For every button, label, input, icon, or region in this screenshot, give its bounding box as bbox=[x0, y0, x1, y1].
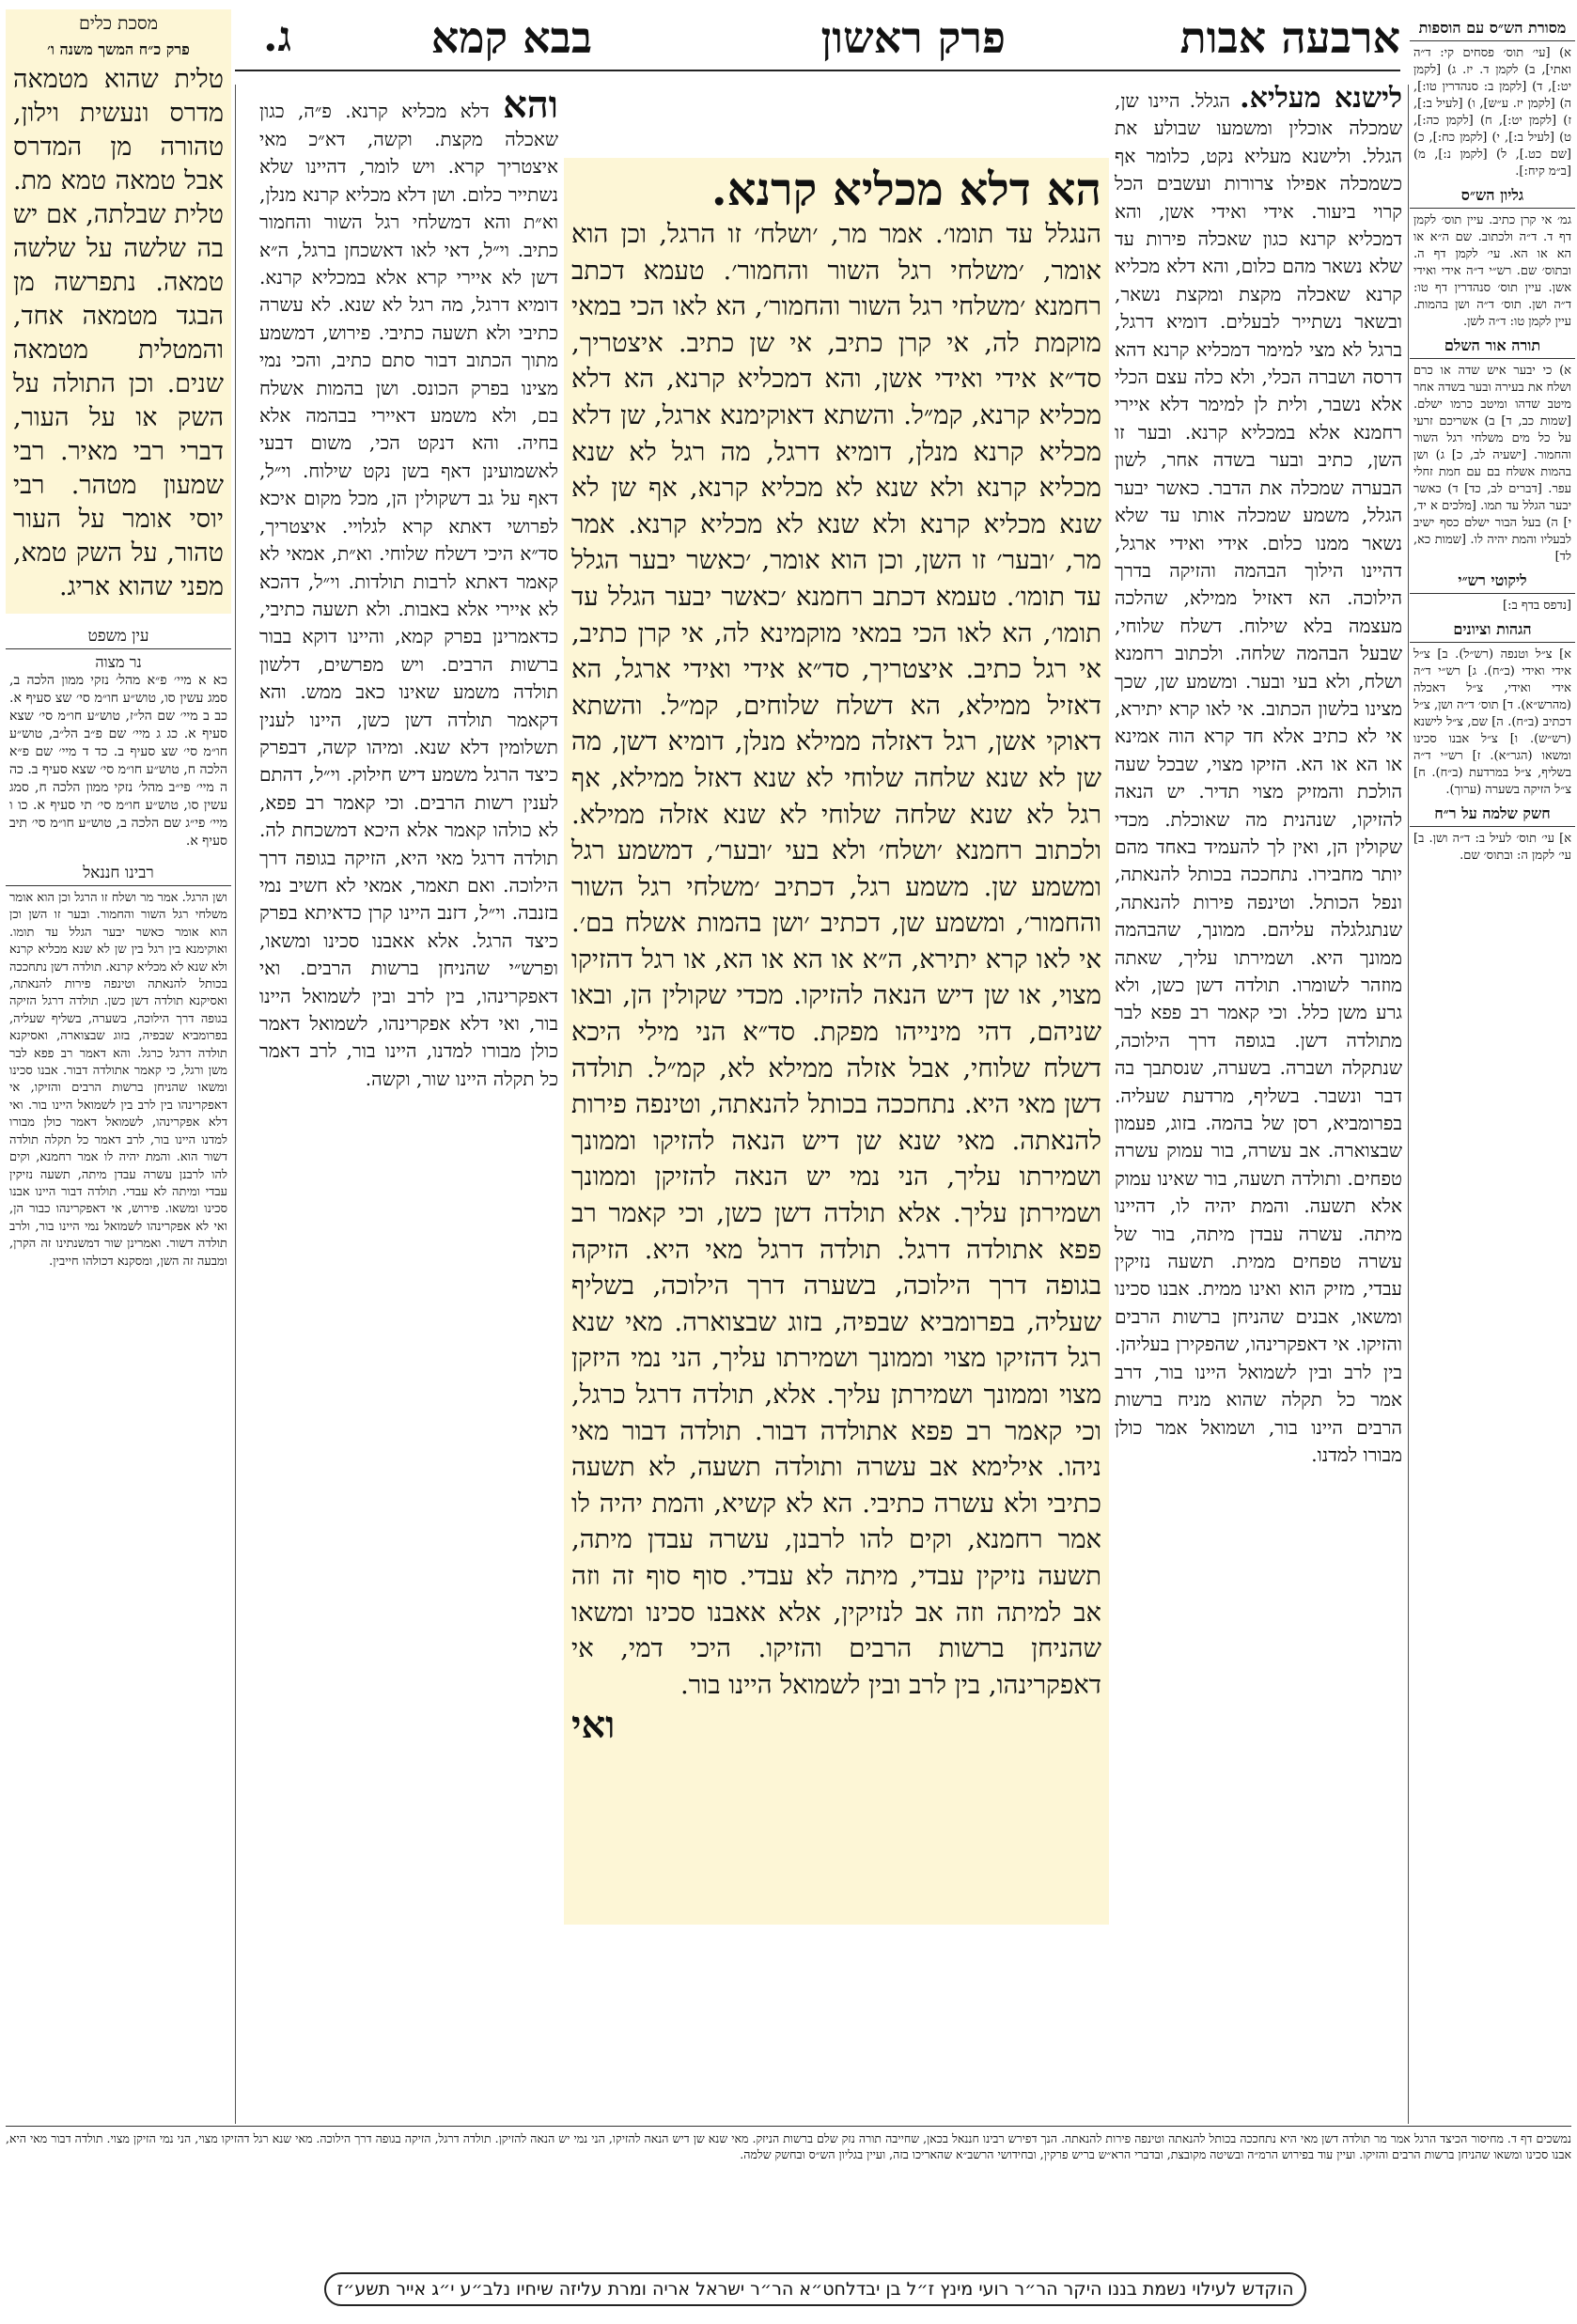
mishnah-title: מסכת כלים bbox=[79, 13, 158, 34]
hagahot-title: הגהות וציונים bbox=[1410, 620, 1575, 643]
rashi-text: הגלל. היינו שן, שמכלה אוכלין ומשמעו שבולע את הגלל. ולישנא מעליא נקט, כלומר אף כשמכלה אפילו צרורות ועשבים הכל קרוי ביעור. אידי ואידי אשן, והא דמכליא קרנא כגון שאכלה פירות עד שלא נשאר מהם כלום, והא דלא מכליא קרנא שאכלה מקצת ומקצת נשאר, ובשאר נשתייר לבעלים. דומיא דרגל, ברגל לא מצי למימר דמכליא קרנא דהא דרסה ושברה הכלי, ולא כלה עצם הכלי אלא נשבר, ולית לן למימר דלא איירי רחמנא אלא במכליא קרנא. ובער זו השן, כתיב ובער בשדה אחר, לשון הבערה שמכלה את הדבר. כאשר יבער הגלל, משמע שמכלה אותו עד שלא נשאר ממנו כלום. אידי ואידי ארגל, דהיינו הילוך הבהמה והזיקה בדרך הילוכה. הא דאזיל ממילא, שהלכה מעצמה בלא שילוח. דשלח שלוחי, שבעל הבהמה שלחה. ולכתוב רחמנא ושלח, ולא בעי ובער. ומשמע שן, שכך מצינו בלשון הכתוב. אי לאו קרא יתירא, אי לא כתיב אלא חד קרא הוה אמינא או הא או הא. הזיקו מצוי, שבכל שעה הולכת והמזיק מצוי תדיר. יש הנאה להזיקו, שנהנית מה שאוכלת. מכדי שקולין הן, ואין לך להעמיד באחד מהם יותר מחבירו. נתחככה בכותל להנאתה, ונפל הכותל. וטינפה פירות להנאתה, שנתגלגלה עליהם. ממונך, שהבהמה ממונך היא. ושמירתו עליך, שאתה מוזהר לשומרו. תולדה דשן כשן, ולא גרע משן כלל. וכי קאמר רב פפא לבר מתולדה דשן. בגופה דרך הילוכה, שנתקלה ושברה. בשערה, שנסתבך בה דבר ונשבר. בשליף, מרדעת שעליה. בפרומביא, רסן של בהמה. בזוג, פעמון שבצוארה. אב עשרה, בור עמוק עשרה טפחים. ותולדה תשעה, בור שאינו עמוק אלא תשעה. והמת יהיה לו, דהיינו מיתה. עשרה עבדן מיתה, בור של עשרה טפחים ממית. תשעה נזיקין עבדי, מזיק הוא ואינו ממית. אבנו סכינו ומשאו, אבנים שהניחן ברשות הרבים והזיקו. אי דאפקרינהו, שהפקירן בעליהן. בין לרב ובין לשמואל היינו בור, דרב אמר כל תקלה שהוא מניח ברשות הרבים היינו בור, ושמואל אמר כולן מבורו למדנו. bbox=[1115, 89, 1402, 1466]
gemara-catchword: ואי bbox=[571, 1703, 616, 1748]
gilyon-hashas-text: גמ׳ אי קרן כתיב. עיין תוס׳ לקמן דף ד. ד״ה ולכתוב. שם ה״א או הא או הא. עי׳ לקמן דף ה. ובתוס׳ שם. רש״י ד״ה אידי ואידי אשן. עיין תוס׳ סנהדרין דף טו: ד״ה ושן. תוס׳ ד״ה ושן בהמות. עיין לקמן טו: ד״ה לשן. bbox=[1413, 213, 1571, 329]
mesoret-hashas-text: א) [עי׳ תוס׳ פסחים קי: ד״ה ואתי], ב) לקמן ד. יז. ג) [לקמן יט:], ד) [לקמן ב: סנהדרין טו:], ה) [לקמן יז. ע״ש], ו) [לעיל ב:], ז) [לקמן יט:], ח) [לקמן כה:], ט) [לעיל ב:], י) [לקמן כח:], כ) [שם כט.], ל) [לקמן נ:], מ) [ב״מ קיח:]. bbox=[1413, 46, 1571, 179]
rashi-opening-word: לישנא מעליא. bbox=[1240, 85, 1402, 115]
rabbeinu-chananel-text: ושן הרגל. אמר מר ושלח זו הרגל וכן הוא אומר משלחי רגל השור והחמור. ובער זו השן וכן הוא אומר כאשר יבער הגלל עד תומו. ואוקימנא בין רגל בין שן לא שנא מכליא קרנא ולא שנא לא מכליא קרנא. תולדה דשן נתחככה בכותל להנאתה וטינפה פירות להנאתה, ואסיקנא תולדה דשן כשן. תולדה דרגל הזיקה בגופה דרך הילוכה, בשערה, בשליף שעליה, בפרומביא שבפיה, בזוג שבצוארה, ואסיקנא תולדה דרגל כרגל. והא דאמר רב פפא לבר משן ורגל, כי קאמר אתולדה דבור. אבנו סכינו ומשאו שהניחן ברשות הרבים והזיקו, אי דאפקרינהו בין לרב בין לשמואל היינו בור. ואי דלא אפקרינהו, לשמואל דאמר כולן מבורו למדנו היינו בור, לרב דאמר כל תקלה תולדה דשור הוא. והמת יהיה לו אמר רחמנא, וקים להו לרבנן עשרה עבדן מיתה, תשעה נזיקין עבדי ומיתה לא עבדי. תולדה דבור היינו אבנו סכינו ומשאו. פירוש, אי דאפקרינהו כבור הן, ואי לא אפקרינהו לשמואל נמי היינו בור, ולרב תולדה דשור. ואמרינן שור דמשנתינו זה הקרן, ומבעה זה השן, ומסקנא דכולהו חייבין. bbox=[9, 891, 227, 1269]
cheshek-shlomo-text: א] עי׳ תוס׳ לעיל ב: ד״ה ושן. ב] עי׳ לקמן ה: ובתוס׳ שם. bbox=[1413, 832, 1571, 863]
gilyon-hashas-title: גליון הש״ס bbox=[1410, 186, 1575, 209]
torah-or-text: א) כי יבער איש שדה או כרם ושלח את בעירה ובער בשדה אחר מיטב שדהו ומיטב כרמו ישלם. [שמות כב, ד] ב) אשריכם זרעי על כל מים משלחי רגל השור והחמור. [ישעיה לב, כ] ג) ושן בהמות אשלח בם עם חמת זחלי עפר. [דברים לב, כד] ד) כאשר יבער הגלל עד תמו. [מלכים א יד, י] ה) בעל הבור ישלם כסף ישיב לבעליו והמת יהיה לו. [שמות כא, לד] bbox=[1413, 364, 1571, 564]
tosafot-text: דלא מכליא קרנא. פ״ה, כגון שאכלה מקצת. וקשה, דא״כ מאי איצטריך קרא. ויש לומר, דהיינו שלא נשתייר כלום. ושן דלא מכליא קרנא מנלן, וא״ת והא דמשלחי רגל השור והחמור כתיב. וי״ל, דאי לאו דאשכחן ברגל, ה״א דשן לא איירי קרא אלא במכליא קרנא. דומיא דרגל, מה רגל לא שנא. לא עשרה כתיבי ולא תשעה כתיבי. פירוש, דמשמע מתוך הכתוב דבור סתם כתיב, והכי נמי מצינו בפרק הכונס. ושן בהמות אשלח בם, ולא משמע דאיירי בבהמה אלא בחיה. והא דנקט הכי, משום דבעי לאשמועינן דאף בשן נקט שילוח. וי״ל, דאף על גב דשקולין הן, מכל מקום איכא לפרושי דאתא קרא לגלויי. איצטריך, סד״א היכי דשלח שלוחי. וא״ת, אמאי לא קאמר דאתא לרבות תולדות. וי״ל, דהכא לא איירי אלא באבות. ולא תשעה כתיבי, כדאמרינן בפרק קמא, והיינו דוקא בבור ברשות הרבים. ויש מפרשים, דלשון תולדה משמע שאינו כאב ממש. והא דקאמר תולדה דשן כשן, היינו לענין תשלומין דלא שנא. ומיהו קשה, דבפרק כיצד הרגל משמע דיש חילוק. וי״ל, דהתם לענין רשות הרבים. וכי קאמר רב פפא, לא כולהו קאמר אלא היכא דמשכחת לה. תולדה דרגל מאי היא, הזיקה בגופה דרך הילוכה. ואם תאמר, אמאי לא חשיב נמי בזנבה. וי״ל, דזנב היינו קרן כדאיתא בפרק כיצד הרגל. אלא אאבנו סכינו ומשאו, ופרש״י שהניחן ברשות הרבים. ואי דאפקרינהו, בין לרב ובין לשמואל היינו בור, ואי דלא אפקרינהו, לשמואל דאמר כולן מבורו למדנו, היינו בור, לרב דאמר כל תקלה היינו שור, וקשה. bbox=[259, 100, 558, 1090]
gemara-main-text bbox=[564, 158, 1109, 1925]
tosafot-opening-word: והא bbox=[503, 85, 558, 127]
right-margin-column bbox=[1410, 13, 1575, 2118]
tosafot-commentary bbox=[254, 85, 564, 2246]
header-rule bbox=[235, 70, 1400, 71]
rashi-commentary bbox=[1109, 85, 1408, 2246]
page-header bbox=[235, 8, 1400, 73]
ein-mishpat-title: עין משפט bbox=[6, 627, 231, 649]
likutei-rashi-text: [נדפס בדף ב:] bbox=[1503, 599, 1571, 613]
column-divider bbox=[235, 85, 236, 2124]
dedication-banner: הוקדש לעילוי נשמת בננו היקר הר״ר רועי מינץ ז״ל בן יבדלחט״א הר״ר ישראל אריה ומרת עליזה שיחיו נלב״ע י״ג אייר תשע״ז bbox=[324, 2272, 1306, 2306]
mishnah-heading: פרק כ״ח המשך משנה ו׳ bbox=[47, 40, 190, 58]
likutei-rashi-title: ליקוטי רש״י bbox=[1410, 571, 1575, 594]
cheshek-shlomo-title: חשק שלמה על ר״ח bbox=[1410, 804, 1575, 827]
header-chapter-number: פרק ראשון bbox=[820, 12, 1006, 63]
left-margin-column bbox=[6, 9, 231, 2114]
mishnah-box bbox=[6, 9, 231, 614]
hagahot-text: א] צ״ל וטנפה (רש״ל). ב] צ״ל אידי ואידי (ב״ח). ג] רש״י ד״ה אידי ואידי, צ״ל דאכלה (מהרש״א). ד] תוס׳ ד״ה ושן, צ״ל דכתיב (ב״ח). ה] שם, צ״ל לישנא (רש״ש). ו] צ״ל אבנו סכינו ומשאו (הגר״א). ז] רש״י ד״ה בשליף, צ״ל במרדעת (ב״ח). ח] צ״ל הזיקה בשערה (ערוך). bbox=[1413, 647, 1571, 797]
ein-mishpat-text: כא א מיי׳ פ״א מהל׳ נזקי ממון הלכה ב, סמג עשין סו, טוש״ע חו״מ סי׳ שצ סעיף א. כב ב מיי׳ שם הל״ז, טוש״ע חו״מ סי׳ שצא סעיף א. כג ג מיי׳ שם פ״ב הל״ב, טוש״ע חו״מ סי׳ שצ סעיף ב. כד ד מיי׳ שם פ״א הלכה ח, טוש״ע חו״מ סי׳ שצא סעיף ב. כה ה מיי׳ פי״ב מהל׳ נזקי ממון הלכה ח, סמג עשין סו, טוש״ע חו״מ סי׳ תי סעיף א. כו ו מיי׳ פי״ג שם הלכה ב, טוש״ע חו״מ סי׳ תיב סעיף א. bbox=[9, 673, 227, 849]
bottom-footnotes: נמשכים דף ד. מחיסור הכיצד הרגל אמר מר תולדה דשן מאי היא נתחככה בכותל להנאתה וטינפה פירות להנאתה. הנך דפירש רבינו חננאל בכאן, שחייבה תורה נזק שלם ברשות הניזק. מאי שנא שן דיש הנאה להזיקו, הני נמי יש הנאה להזיקן. תולדה דרגל, הזיקה בגופה דרך הילוכה. מאי שנא רגל דהזיקו מצוי, הני נמי הזיקן מצוי. תולדה דבור מאי היא, אבנו סכינו ומשאו שהניחן ברשות הרבים והזיקו. ועיין עוד בפירוש הרמ״ה ובשיטה מקובצת, ובדברי הרא״ש בריש פרקין, ובחידושי הרשב״א שהאריכו בזה, ועיין בגליון הש״ס ובחשק שלמה. bbox=[6, 2126, 1571, 2196]
column-divider bbox=[1408, 85, 1409, 2124]
header-page-number: ג. bbox=[263, 13, 291, 61]
mesoret-hashas-title: מסורת הש״ס עם הוספות bbox=[1410, 19, 1575, 41]
gemara-body: הנגלל עד תומו׳. אמר מר, ׳ושלח׳ זו הרגל, וכן הוא אומר, ׳משלחי רגל השור והחמור׳. טעמא דכתב רחמנא ׳משלחי רגל השור והחמור׳, הא לאו הכי במאי מוקמת לה, אי קרן כתיב, אי שן כתיב. איצטריך, סד״א אידי ואידי אשן, והא דמכליא קרנא, הא דלא מכליא קרנא, קמ״ל. והשתא דאוקימנא ארגל, שן דלא מכליא קרנא מנלן, דומיא דרגל, מה רגל לא שנא מכליא קרנא ולא שנא לא מכליא קרנא, אף שן לא שנא מכליא קרנא ולא שנא לא מכליא קרנא. אמר מר, ׳ובער׳ זו השן, וכן הוא אומר, ׳כאשר יבער הגלל עד תומו׳. טעמא דכתב רחמנא ׳כאשר יבער הגלל עד תומו׳, הא לאו הכי במאי מוקמינא לה, אי קרן כתיב, אי רגל כתיב. איצטריך, סד״א אידי ואידי ארגל, הא דאזיל ממילא, הא דשלח שלוחים, קמ״ל. והשתא דאוקי אשן, רגל דאזלה ממילא מנלן, דומיא דשן, מה שן לא שנא שלחה שלוחי לא שנא דאזל ממילא, אף רגל לא שנא שלחה שלוחי לא שנא אזלה ממילא. ולכתוב רחמנא ׳ושלח׳ ולא בעי ׳ובער׳, דמשמע רגל ומשמע שן. משמע רגל, דכתיב ׳משלחי רגל השור והחמור׳, ומשמע שן, דכתיב ׳ושן בהמות אשלח בם׳. אי לאו קרא יתירא, ה״א או הא או הא, או רגל דהזיקו מצוי, או שן דיש הנאה להזיקו. מכדי שקולין הן, ובאו שניהם, דהי מינייהו מפקת. סד״א הני מילי היכא דשלח שלוחי, אבל אזלה ממילא לא, קמ״ל. תולדה דשן מאי היא. נתחככה בכותל להנאתה, וטינפה פירות להנאתה. מאי שנא שן דיש הנאה להזיקו וממונך ושמירתו עליך, הני נמי יש הנאה להזיקן וממונך ושמירתן עליך. אלא תולדה דשן כשן, וכי קאמר רב פפא אתולדה דרגל. תולדה דרגל מאי היא. הזיקה בגופה דרך הילוכה, בשערה דרך הילוכה, בשליף שעליה, בפרומביא שבפיה, בזוג שבצוארה. מאי שנא רגל דהזיקו מצוי וממונך ושמירתו עליך, הני נמי היזקן מצוי וממונך ושמירתן עליך. אלא, תולדה דרגל כרגל, וכי קאמר רב פפא אתולדה דבור. תולדה דבור מאי ניהו. אילימא אב עשרה ותולדה תשעה, לא תשעה כתיבי ולא עשרה כתיבי. הא לא קשיא, והמת יהיה לו אמר רחמנא, וקים להו לרבנן, עשרה עבדן מיתה, תשעה נזיקין עבדי, מיתה לא עבדי. סוף סוף זה וזה אב למיתה וזה אב לנזיקין, אלא אאבנו סכינו ומשאו שהניחן ברשות הרבים והזיקו. היכי דמי, אי דאפקרינהו, בין לרב ובין לשמואל היינו בור. bbox=[571, 219, 1101, 1700]
gemara-opening-words: הא דלא מכליא קרנא. bbox=[710, 164, 1101, 216]
mishnah-text: טלית שהוא מטמאה מדרס ונעשית וילון, טהורה מן המדרס אבל טמאה טמא מת. טלית שבלתה, אם יש בה שלשה על שלשה טמאה. נתפרשה מן הבגד מטמאה אחד, והמטלית מטמאה שנים. וכן התולה על השק או על העור, דברי רבי מאיר. רבי שמעון מטהר. רבי יוסי אומר על העור טהור, על השק טמא, מפני שהוא אריג. bbox=[13, 65, 224, 601]
rabbeinu-chananel-title: רבינו חננאל bbox=[6, 864, 231, 886]
torah-or-title: תורה אור השלם bbox=[1410, 336, 1575, 359]
header-tractate: בבא קמא bbox=[430, 12, 592, 63]
header-chapter-name: ארבעה אבות bbox=[1179, 12, 1400, 63]
ner-mitzvah-subtitle: נר מצוה bbox=[95, 653, 142, 671]
